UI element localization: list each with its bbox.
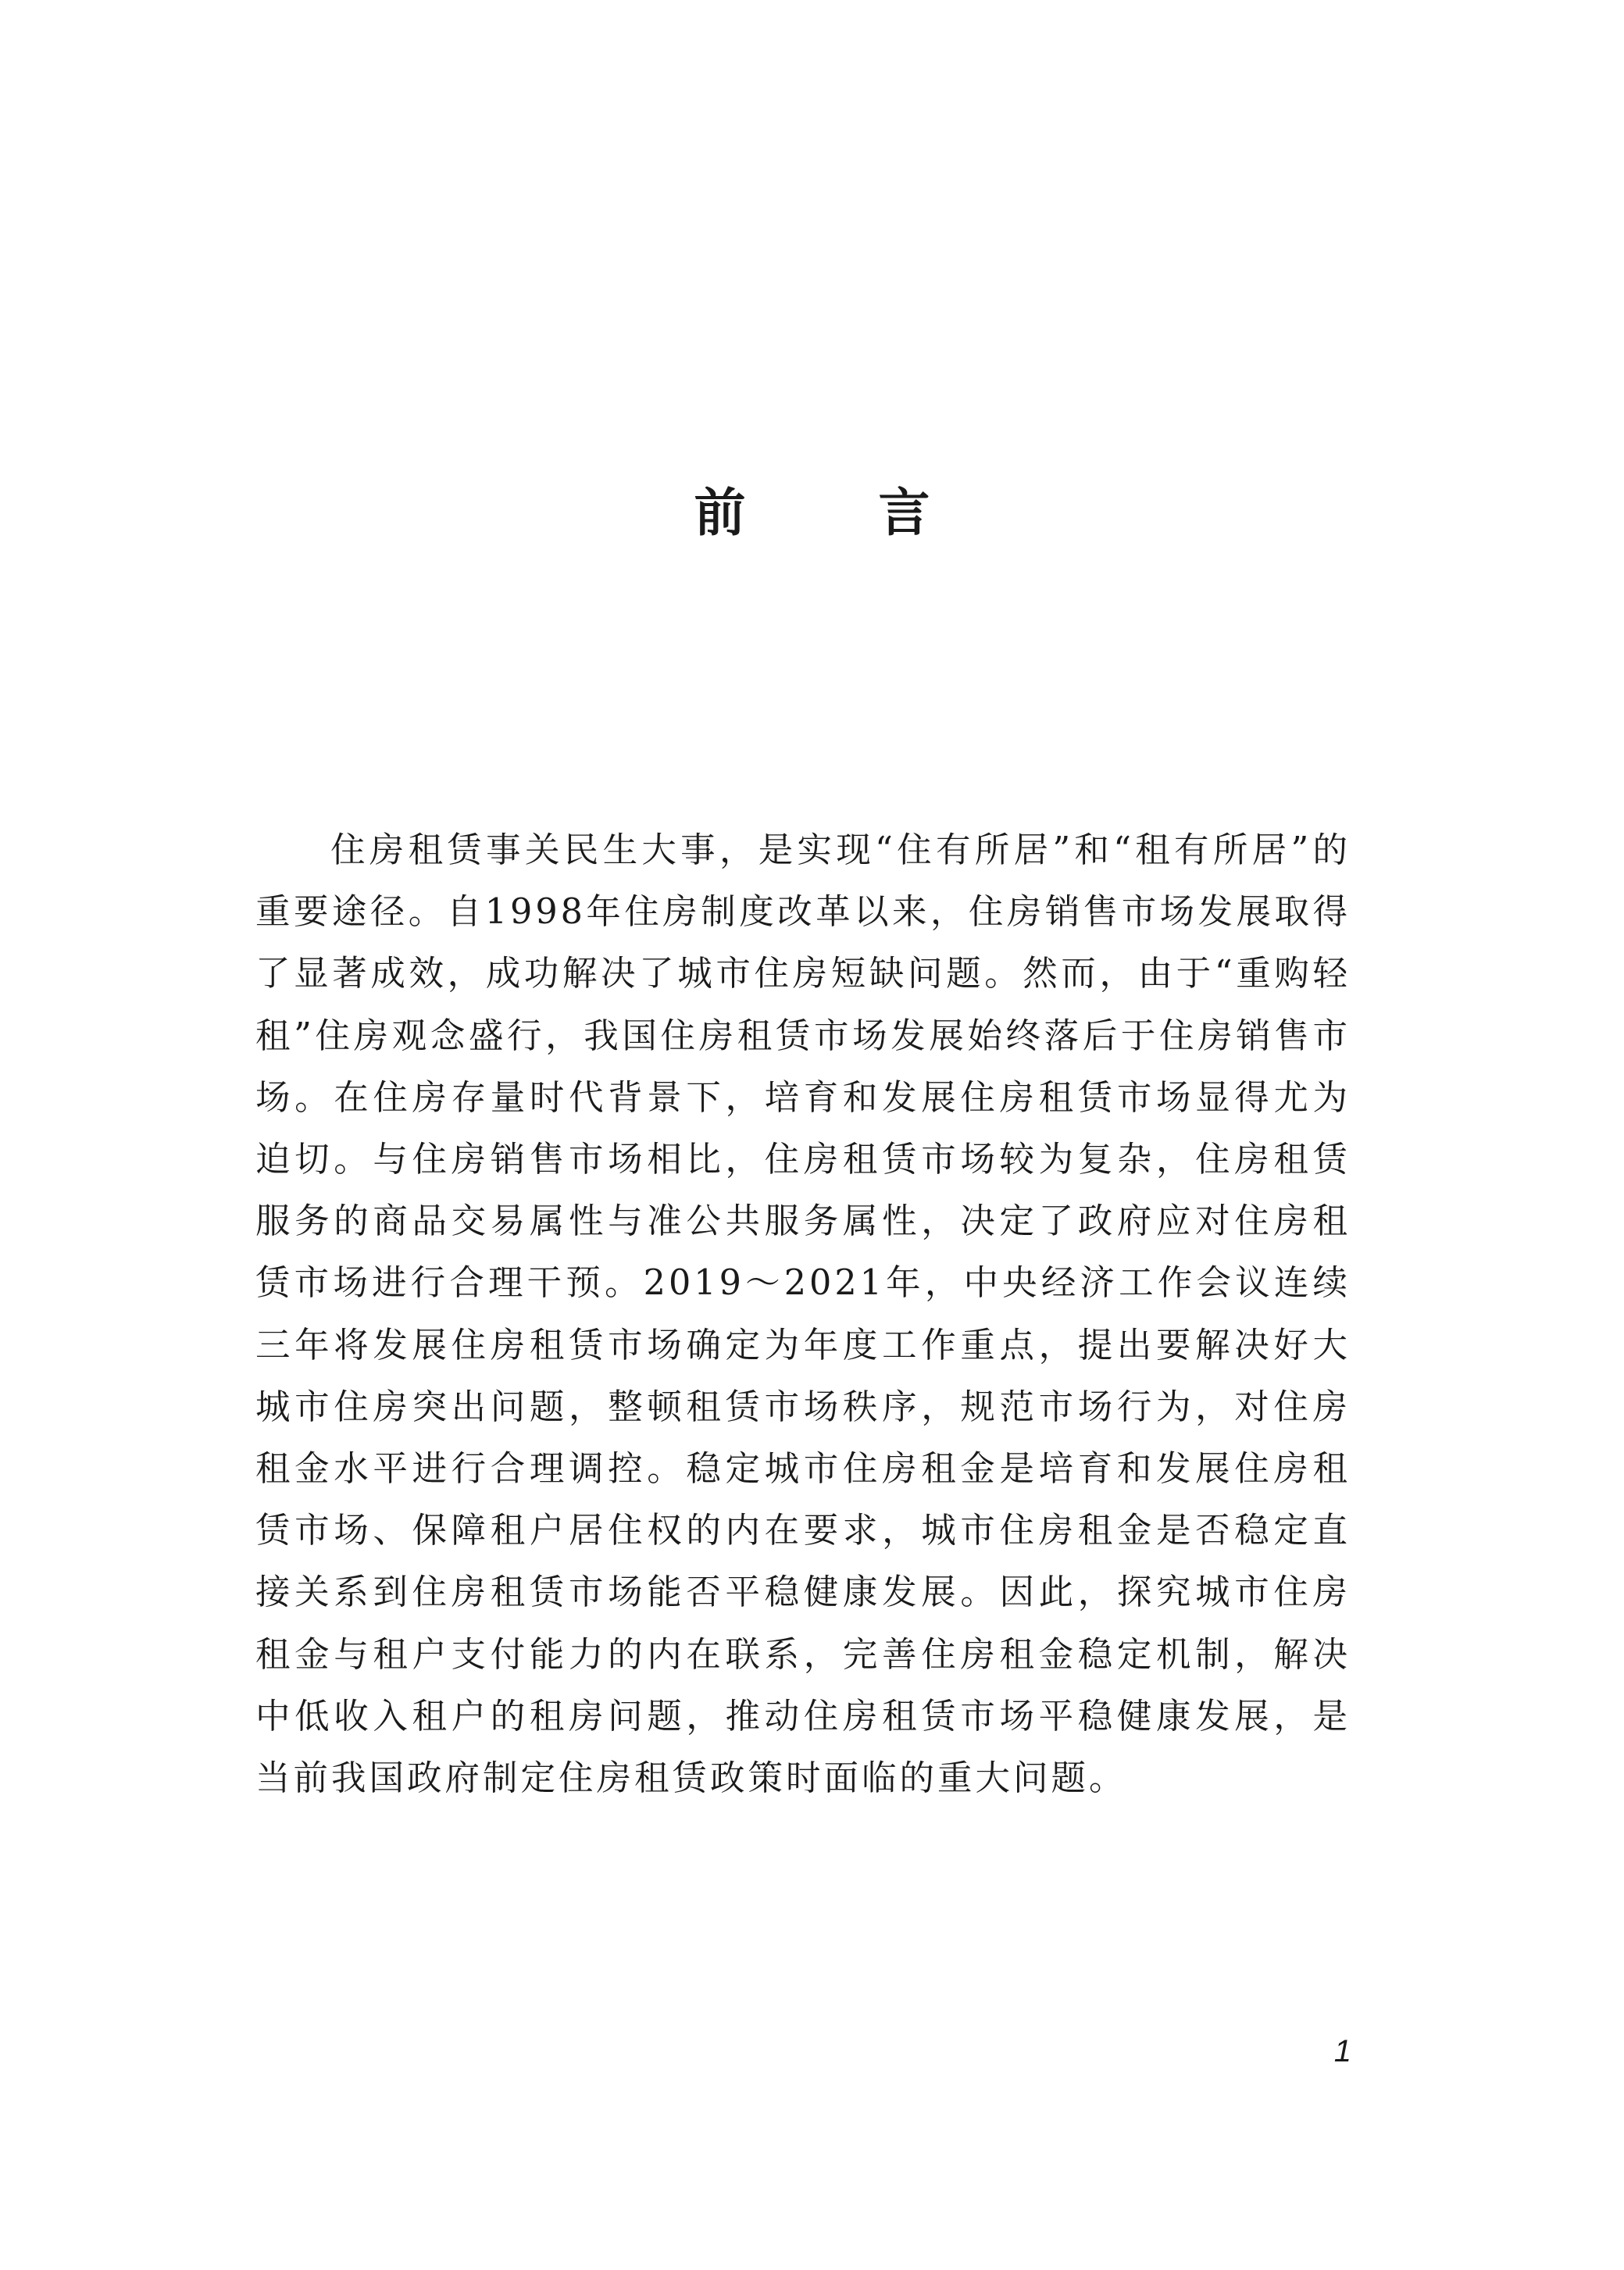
page-title — [0, 478, 1624, 548]
preface-paragraph: 住房租赁事关民生大事，是实现“住有所居”和“租有所居”的重要途径。自1998年住房制度改革以来，住房销售市场发展取得了显著成效，成功解决了城市住房短缺问题。然而，由于“重购轻租”住房观念盛行，我国住房租赁市场发展始终落后于住房销售市场。在住房存量时代背景下，培育和发展住房租赁市场显得尤为迫切。与住房销售市场相比，住房租赁市场较为复杂，住房租赁服务的商品交易属性与准公共服务属性，决定了政府应对住房租赁市场进行合理干预。2019～2021年，中央经济工作会议连续三年将发展住房租赁市场确定为年度工作重点，提出要解决好大城市住房突出问题，整顿租赁市场秩序，规范市场行为，对住房租金水平进行合理调控。稳定城市住房租金是培育和发展住房租赁市场、保障租户居住权的内在要求，城市住房租金是否稳定直接关系到住房租赁市场能否平稳健康发展。因此，探究城市住房租金与租户支付能力的内在联系，完善住房租金稳定机制，解决中低收入租户的租房问题，推动住房租赁市场平稳健康发展，是当前我国政府制定住房租赁政策时面临的重大问题。 — [255, 830, 1351, 1799]
title-char-2: 言 — [878, 483, 930, 543]
title-char-1: 前 — [694, 483, 746, 543]
page-number: 1 — [1333, 2034, 1351, 2068]
